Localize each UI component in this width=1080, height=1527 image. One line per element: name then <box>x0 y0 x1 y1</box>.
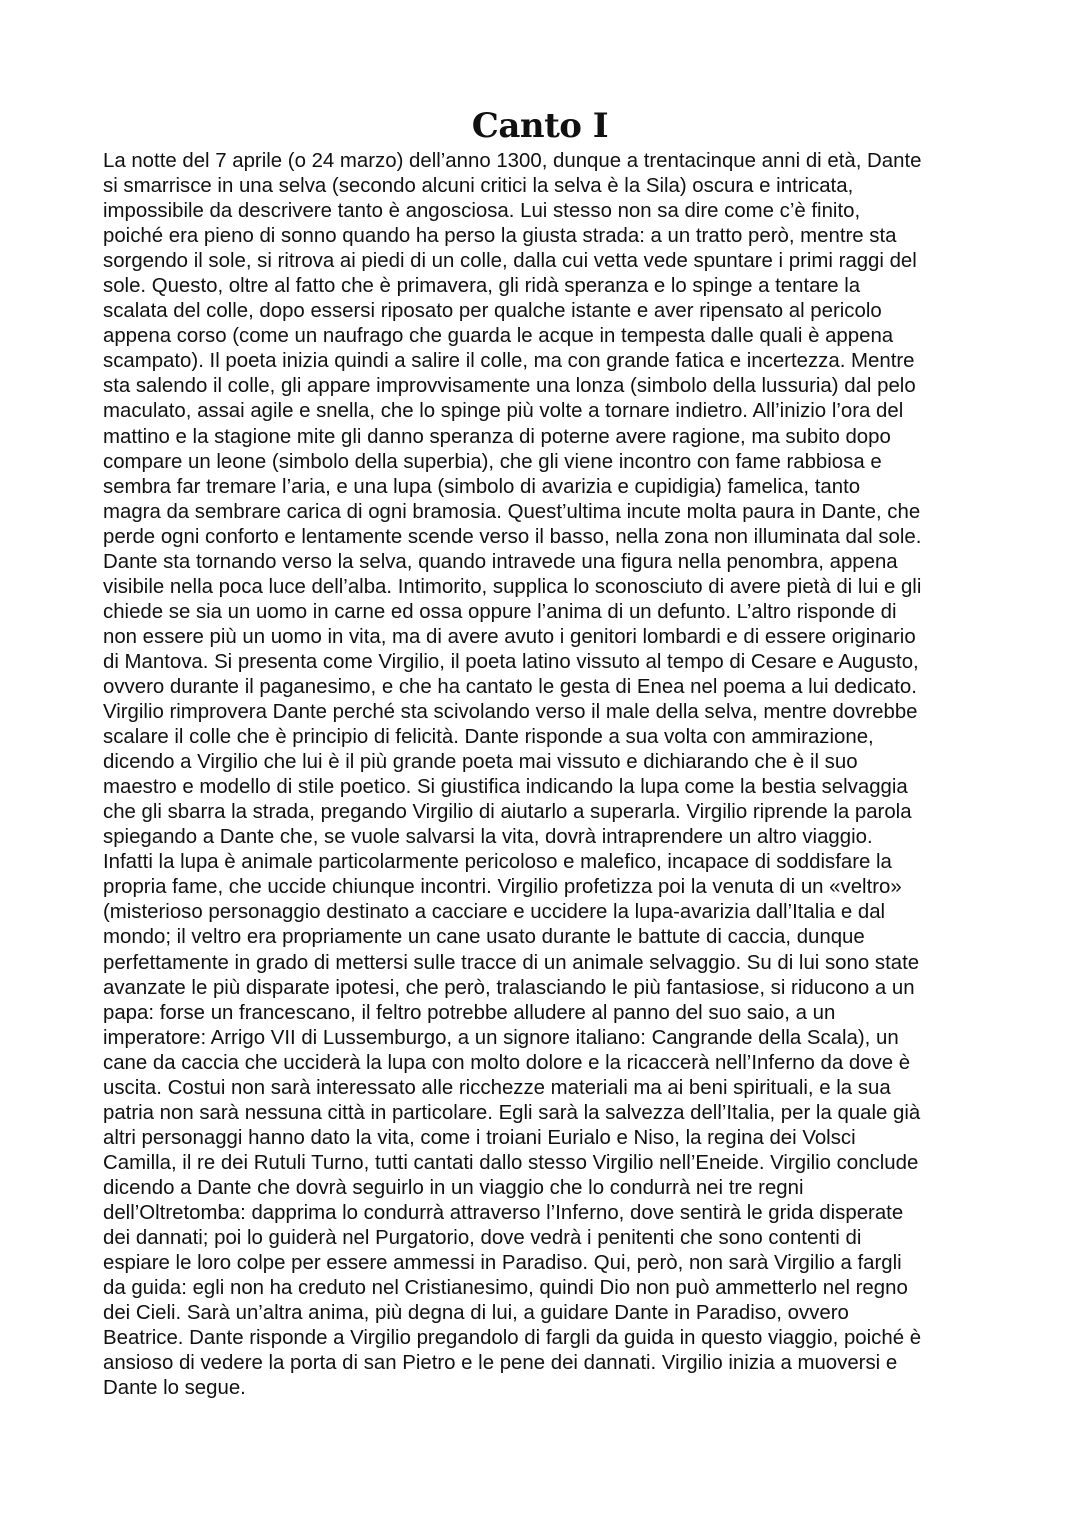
page-title: Canto I <box>471 106 609 146</box>
body-paragraph: La notte del 7 aprile (o 24 marzo) dell’anno 1300, dunque a trentacinque anni di età, Dante si smarrisce in una selva (secondo alcuni critici la selva è la Sila) oscura e intricata, impossibile da descrivere tanto è angosciosa. Lui stesso non sa dire come c’è finito, poiché era pieno di sonno quando ha perso la giusta strada: a un tratto però, mentre sta sorgendo il sole, si ritrova ai piedi di un colle, dalla cui vetta vede spuntare i primi raggi del sole. Questo, oltre al fatto che è primavera, gli ridà speranza e lo spinge a tentare la scalata del colle, dopo essersi riposato per qualche istante e aver ripensato al pericolo appena corso (come un naufrago che guarda le acque in tempesta dalle quali è appena scampato). Il poeta inizia quindi a salire il colle, ma con grande fatica e incertezza. Mentre sta salendo il colle, gli appare improvvisamente una lonza (simbolo della lussuria) dal pelo maculato, assai agile e snella, che lo spinge più volte a tornare indietro. All’inizio l’ora del mattino e la stagione mite gli danno speranza di poterne avere ragione, ma subito dopo compare un leone (simbolo della superbia), che gli viene incontro con fame rabbiosa e sembra far tremare l’aria, e una lupa (simbolo di avarizia e cupidigia) famelica, tanto magra da sembrare carica di ogni bramosia. Quest’ultima incute molta paura in Dante, che perde ogni conforto e lentamente scende verso il basso, nella zona non illuminata dal sole. Dante sta tornando verso la selva, quando intravede una figura nella penombra, appena visibile nella poca luce dell’alba. Intimorito, supplica lo sconosciuto di avere pietà di lui e gli chiede se sia un uomo in carne ed ossa oppure l’anima di un defunto. L’altro risponde di non essere più un uomo in vita, ma di avere avuto i genitori lombardi e di essere originario di Mantova. Si presenta come Virgilio, il poeta latino vissuto al tempo di Cesare e Augusto, ovvero durante il paganesimo, e che ha cantato le gesta di Enea nel poema a lui dedicato. Virgilio rimprovera Dante perché sta scivolando verso il male della selva, mentre dovrebbe scalare il colle che è principio di felicità. Dante risponde a sua volta con ammirazione, dicendo a Virgilio che lui è il più grande poeta mai vissuto e dichiarando che è il suo maestro e modello di stile poetico. Si giustifica indicando la lupa come la bestia selvaggia che gli sbarra la strada, pregando Virgilio di aiutarlo a superarla. Virgilio riprende la parola spiegando a Dante che, se vuole salvarsi la vita, dovrà intraprendere un altro viaggio. Infatti la lupa è animale particolarmente pericoloso e malefico, incapace di soddisfare la propria fame, che uccide chiunque incontri. Virgilio profetizza poi la venuta di un «veltro» (misterioso personaggio destinato a cacciare e uccidere la lupa-avarizia dall’Italia e dal mondo; il veltro era propriamente un cane usato durante le battute di caccia, dunque perfettamente in grado di mettersi sulle tracce di un animale selvaggio. Su di lui sono state avanzate le più disparate ipotesi, che però, tralasciando le più fantasiose, si riducono a un papa: forse un francescano, il feltro potrebbe alludere al panno del suo saio, a un imperatore: Arrigo VII di Lussemburgo, a un signore italiano: Cangrande della Scala), un cane da caccia che ucciderà la lupa con molto dolore e la ricaccerà nell’Inferno da dove è uscita. Costui non sarà interessato alle ricchezze materiali ma ai beni spirituali, e la sua patria non sarà nessuna città in particolare. Egli sarà la salvezza dell’Italia, per la quale già altri personaggi hanno dato la vita, come i troiani Eurialo e Niso, la regina dei Volsci Camilla, il re dei Rutuli Turno, tutti cantati dallo stesso Virgilio nell’Eneide. Virgilio conclude dicendo a Dante che dovrà seguirlo in un viaggio che lo condurrà nei tre regni dell’Oltretomba: dapprima lo condurrà attraverso l’Inferno, dove sentirà le grida disperate dei dannati; poi lo guiderà nel Purgatorio, dove vedrà i penitenti che sono contenti di espiare le loro colpe per essere ammessi in Paradiso. Qui, però, non sarà Virgilio a fargli da guida: egli non ha creduto nel Cristianesimo, quindi Dio non può ammetterlo nel regno dei Cieli. Sarà un’altra anima, più degna di lui, a guidare Dante in Paradiso, ovvero Beatrice. Dante risponde a Virgilio pregandolo di fargli da guida in questo viaggio, poiché è ansioso di vedere la porta di san Pietro e le pene dei dannati. Virgilio inizia a muoversi e Dante lo segue. <box>103 150 922 1400</box>
